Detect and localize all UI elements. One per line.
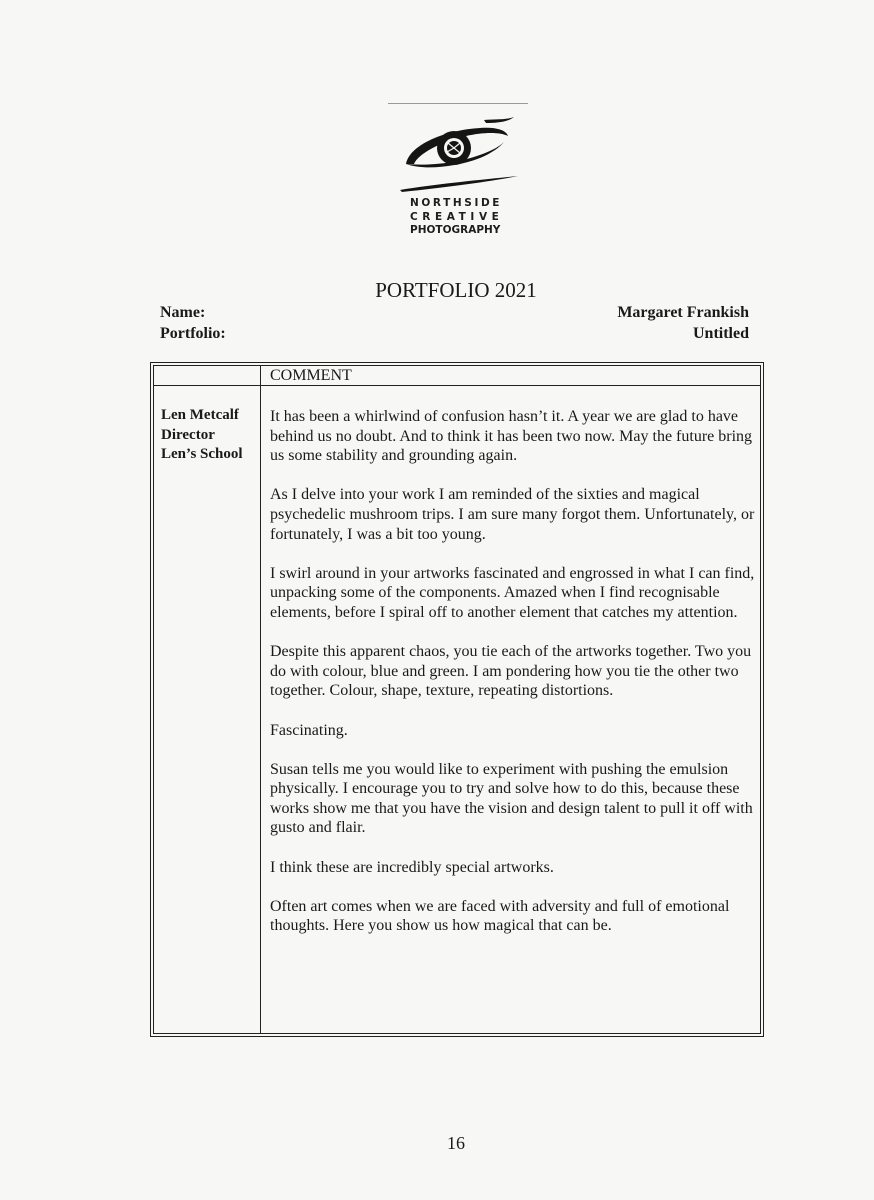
reviewer-school: Len’s School [161, 446, 243, 462]
portfolio-label: Portfolio: [160, 325, 226, 342]
comment-paragraph: I think these are incredibly special artworks. [270, 858, 554, 876]
logo-wordmark [398, 197, 520, 238]
comment-paragraph: It has been a whirlwind of confusion hasn’t it. A year we are glad to have behind us no doubt. And to think it has been two now. May the future bring us some stability and grounding again. [270, 408, 753, 465]
logo-top-rule [388, 103, 528, 104]
comment-paragraph: As I delve into your work I am reminded of the sixties and magical psychedelic mushroom trips. I am sure many forgot them. Unfortunately, or fortunately, I was a bit too young. [270, 486, 755, 543]
reviewer-info [161, 406, 243, 465]
document-title: PORTFOLIO 2021 [375, 278, 537, 302]
reviewer-role: Director [161, 426, 215, 443]
name-label: Name: [160, 304, 206, 321]
logo-line-3: PHOTOGRAPHY [410, 224, 501, 236]
comment-paragraph: I swirl around in your artworks fascinated and engrossed in what I can find, unpacking some of the components. Amazed when I find recognisable elements, before I spiral off to another element that catches my attention. [270, 564, 755, 621]
comment-table-header-rule [153, 385, 761, 386]
portfolio-value: Untitled [693, 325, 749, 342]
logo-line-1: NORTHSIDE [410, 197, 503, 209]
comment-paragraph: Often art comes when we are faced with adversity and full of emotional thoughts. Here you show us how magical that can be. [270, 897, 730, 935]
meta-values [617, 302, 749, 344]
name-value: Margaret Frankish [617, 304, 749, 321]
eye-logo-icon [396, 114, 520, 194]
comment-table-column-divider [260, 365, 261, 1034]
comment-body [270, 407, 758, 956]
reviewer-name: Len Metcalf [161, 407, 239, 423]
page-number: 16 [447, 1133, 465, 1153]
comment-paragraph: Susan tells me you would like to experiment with pushing the emulsion physically. I encourage you to try and solve how to do this, because these works show me that you have the vision and design talent to pull it off with gusto and flair. [270, 760, 753, 837]
comment-paragraph: Despite this apparent chaos, you tie each of the artworks together. Two you do with colour, blue and green. I am pondering how you tie the other two together. Colour, shape, texture, repeating distortions. [270, 643, 752, 700]
comment-header: COMMENT [270, 367, 352, 384]
meta-labels [160, 302, 226, 344]
comment-paragraph: Fascinating. [270, 721, 348, 739]
logo-line-2: CREATIVE [410, 210, 504, 223]
